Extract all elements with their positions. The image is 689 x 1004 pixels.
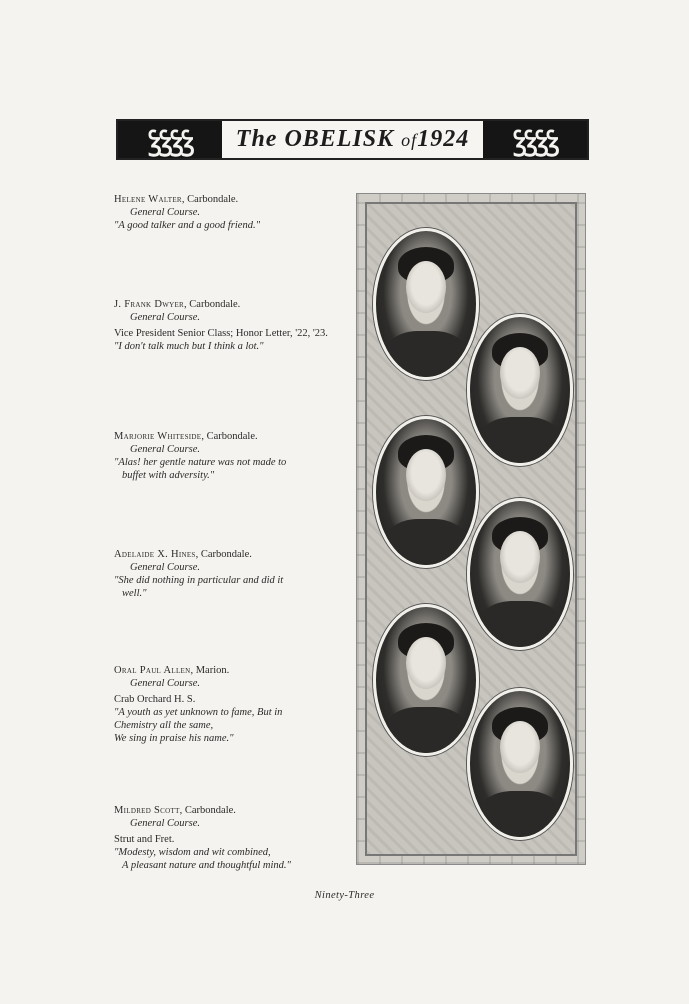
- student-course: General Course.: [130, 562, 200, 573]
- student-name: Oral Paul Allen: [114, 665, 191, 676]
- student-entry: [114, 804, 340, 872]
- student-honors: Vice President Senior Class; Honor Letter, '22, '23.: [114, 328, 328, 339]
- student-course: General Course.: [130, 678, 200, 689]
- student-entry: [114, 664, 340, 745]
- student-honors: Strut and Fret.: [114, 834, 175, 845]
- student-quote: "A good talker and a good friend.": [114, 220, 260, 231]
- page-number: Ninety-Three: [314, 890, 375, 901]
- student-course: General Course.: [130, 207, 200, 218]
- portrait-photo: [373, 604, 479, 756]
- student-name: Adelaide X. Hines: [114, 549, 196, 560]
- student-hometown: , Marion.: [190, 665, 230, 676]
- student-hometown: , Carbondale.: [181, 194, 239, 205]
- student-name: Marjorie Whiteside: [114, 431, 202, 442]
- student-course: General Course.: [130, 312, 200, 323]
- page-header-banner: [116, 119, 589, 160]
- year-prefix: of: [401, 130, 418, 150]
- year-text: 1924: [417, 126, 470, 152]
- student-hometown: , Carbondale.: [184, 299, 241, 310]
- title-text: The OBELISK: [235, 126, 395, 152]
- left-ornament: ꝢꝢꝢꝢ: [118, 121, 222, 158]
- portrait-photo: [467, 314, 573, 466]
- portrait-photo: [373, 228, 479, 380]
- student-entry: [114, 193, 340, 232]
- student-quote: "Alas! her gentle nature was not made to buffet with adversity.": [114, 457, 287, 481]
- student-quote: "I don't talk much but I think a lot.": [114, 341, 264, 352]
- yearbook-title: [222, 126, 483, 153]
- portrait-photo: [467, 688, 573, 840]
- right-ornament: ꝢꝢꝢꝢ: [483, 121, 587, 158]
- portrait-photo: [467, 498, 573, 650]
- student-hometown: , Carbondale.: [201, 431, 258, 442]
- student-quote: "A youth as yet unknown to fame, But in Chemistry all the same, We sing in praise his name.": [114, 707, 283, 744]
- student-quote: "She did nothing in particular and did it well.": [114, 575, 284, 599]
- student-honors: Crab Orchard H. S.: [114, 694, 196, 705]
- student-entry: [114, 548, 340, 600]
- student-name: Helene Walter: [114, 194, 182, 205]
- student-course: General Course.: [130, 818, 200, 829]
- student-entry: [114, 430, 340, 482]
- portrait-panel: [356, 193, 586, 865]
- portrait-photo: [373, 416, 479, 568]
- student-hometown: , Carbondale.: [179, 805, 236, 816]
- student-course: General Course.: [130, 444, 200, 455]
- student-entry: [114, 298, 340, 353]
- student-name: J. Frank Dwyer: [114, 299, 185, 310]
- student-name: Mildred Scott: [114, 805, 180, 816]
- student-quote: "Modesty, wisdom and wit combined, A pleasant nature and thoughtful mind.": [114, 847, 291, 871]
- student-hometown: , Carbondale.: [195, 549, 252, 560]
